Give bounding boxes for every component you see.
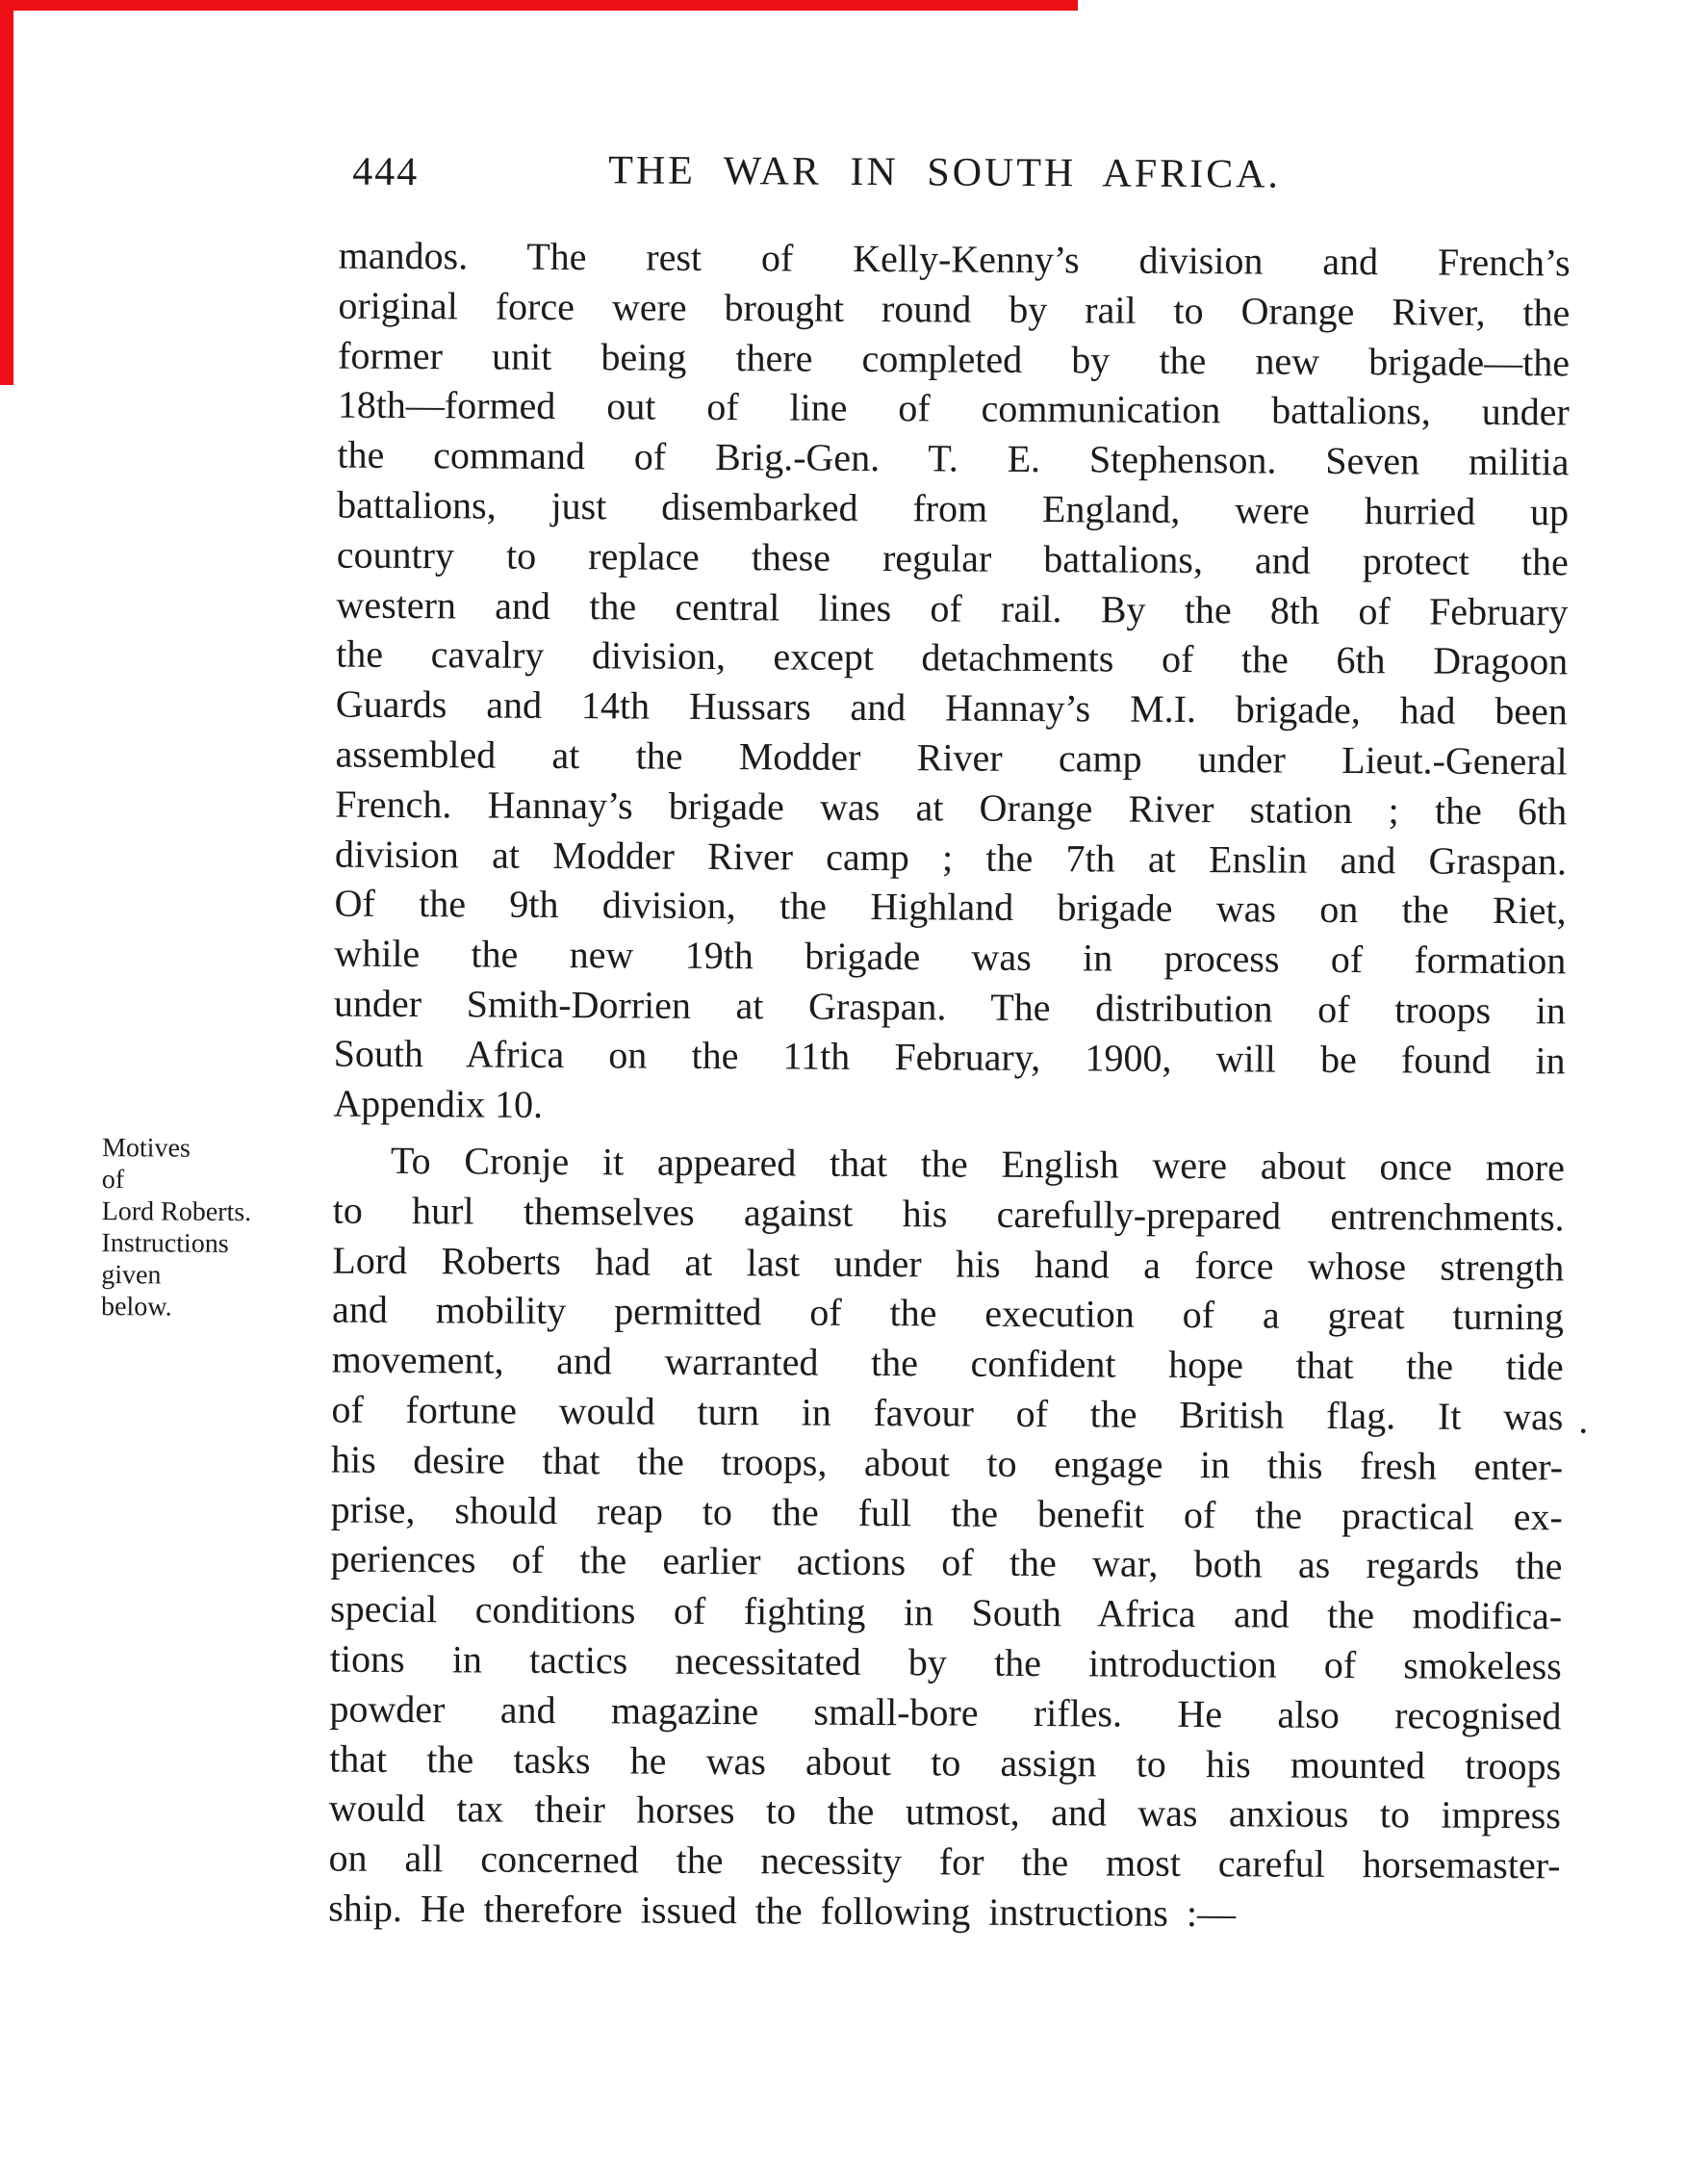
red-scan-mark-left	[0, 0, 13, 385]
text-line: and mobility permitted of the execution of a great turning	[331, 1287, 1565, 1339]
text-line: Guards and 14th Hussars and Hannay’s M.I. brigade, had been	[335, 681, 1568, 733]
margin-note-line: of	[101, 1165, 125, 1195]
text-line: South Africa on the 11th February, 1900, will be found in	[333, 1031, 1566, 1083]
text-line: French. Hannay’s brigade was at Orange River station ; the 6th	[335, 782, 1568, 834]
text-line: to hurl themselves against his carefully-prepared entrenchments.	[332, 1188, 1565, 1240]
text-line: ship. He therefore issued the following instructions :—	[328, 1886, 1237, 1936]
red-scan-mark-top	[0, 0, 1078, 11]
margin-note	[101, 1132, 343, 1324]
text-line: division at Modder River camp ; the 7th at Enslin and Graspan.	[334, 832, 1568, 883]
text-line: Appendix 10.	[333, 1081, 544, 1126]
text-line: under Smith-Dorrien at Graspan. The distribution of troops in	[333, 981, 1567, 1033]
text-line: prise, should reap to the full the benefit of the practical ex-	[330, 1487, 1563, 1538]
text-line: battalions, just disembarked from England, were hurried up	[337, 482, 1570, 534]
running-title: THE WAR IN SOUTH AFRICA.	[608, 148, 1282, 197]
margin-note-line: Motives	[101, 1133, 191, 1164]
text-line: while the new 19th brigade was in process of formation	[334, 931, 1567, 983]
text-line: his desire that the troops, about to engage in this fresh enter-	[330, 1437, 1564, 1489]
text-line: the cavalry division, except detachments of the 6th Dragoon	[336, 631, 1569, 683]
text-line: movement, and warranted the confident hope that the tide	[331, 1337, 1564, 1389]
text-line: powder and magazine small-bore rifles. He also recognised	[329, 1686, 1562, 1738]
text-line: 18th—formed out of line of communication battalions, under	[337, 382, 1570, 434]
text-line: mandos. The rest of Kelly-Kenny’s division and French’s	[338, 233, 1571, 285]
page-number: 444	[352, 149, 420, 195]
text-line: tions in tactics necessitated by the introduction of smokeless	[329, 1636, 1562, 1688]
scan-speck: .	[1578, 1398, 1589, 1442]
margin-note-line: Lord Roberts.	[101, 1196, 252, 1228]
body-paragraph-1	[333, 231, 1571, 1136]
text-line: country to replace these regular battalions, and protect the	[336, 532, 1569, 584]
text-line: Of the 9th division, the Highland brigade was on the Riet,	[334, 881, 1567, 933]
text-line: periences of the earlier actions of the war, both as regards the	[330, 1536, 1563, 1588]
text-line: that the tasks he was about to assign to his mounted troops	[329, 1736, 1562, 1787]
text-line: former unit being there completed by the new brigade—the	[337, 333, 1571, 384]
margin-note-line: Instructions	[101, 1228, 229, 1259]
text-line: of fortune would turn in favour of the British flag. It was	[331, 1387, 1564, 1439]
body-paragraph-2	[328, 1136, 1565, 1941]
text-line: original force were brought round by rail to Orange River, the	[338, 283, 1571, 335]
text-line: To Cronje it appeared that the English were about once more	[390, 1138, 1566, 1190]
text-line: western and the central lines of rail. By the 8th of February	[336, 582, 1569, 633]
text-line: on all concerned the necessity for the most careful horsemaster-	[328, 1836, 1561, 1888]
text-line: assembled at the Modder River camp under Lieut.-General	[335, 732, 1568, 784]
margin-note-line: given	[101, 1260, 162, 1291]
text-line: would tax their horses to the utmost, and was anxious to impress	[328, 1786, 1561, 1837]
text-line: special conditions of fighting in South Africa and the modifica-	[329, 1586, 1563, 1638]
text-line: the command of Brig.-Gen. T. E. Stephenson. Seven militia	[337, 432, 1570, 484]
text-line: Lord Roberts had at last under his hand a force whose strength	[332, 1238, 1565, 1289]
margin-note-line: below.	[100, 1292, 172, 1323]
